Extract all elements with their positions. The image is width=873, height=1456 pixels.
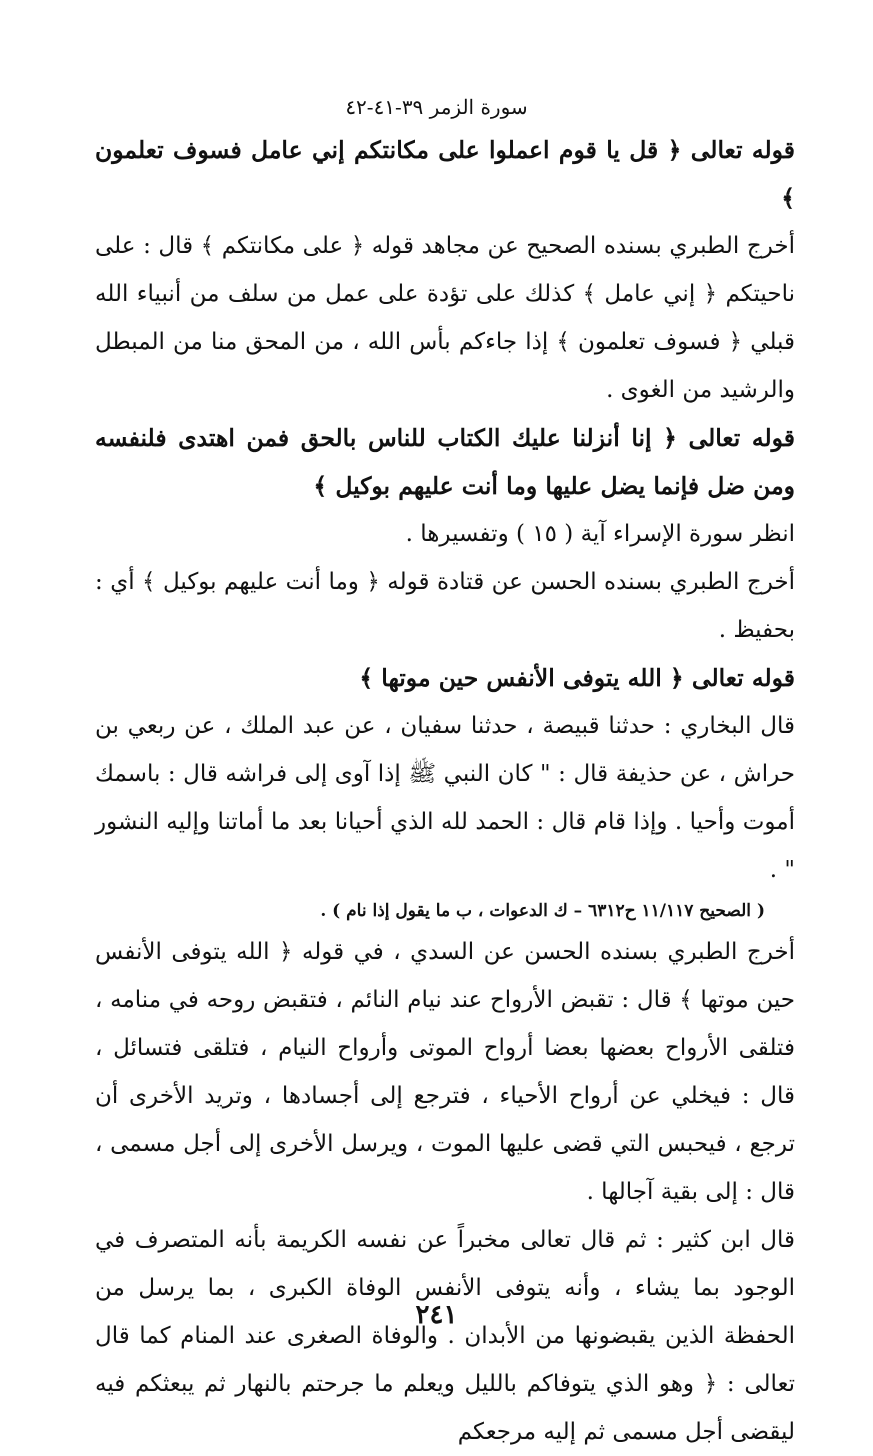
- verse-heading: قوله تعالى ﴿ قل يا قوم اعملوا على مكانتكم إني عامل فسوف تعلمون ﴾: [95, 136, 795, 212]
- tafsir-paragraph: أخرج الطبري بسنده الحسن عن السدي ، في قوله ﴿ الله يتوفى الأنفس حين موتها ﴾ قال : تقبض الأرواح عند نيام النائم ، فتقبض روحه في منامه ، فتلقى الأرواح بعضها بعضا أرواح الموتى وأرواح النيام ، فتلقى فتسائل ، قال : فيخلي عن أرواح الأحياء ، فترجع إلى أجسادها ، وتريد الأخرى أن ترجع ، فيحبس التي قضى عليها الموت ، ويرسل الأخرى إلى أجل مسمى ، قال : إلى بقية آجالها .: [95, 939, 795, 1205]
- source-reference: ( الصحيح ١١/١١٧ ح٦٣١٢ – ك الدعوات ، ب ما يقول إذا نام ) .: [320, 901, 765, 921]
- verse-heading: قوله تعالى ﴿ إنا أنزلنا عليك الكتاب للناس بالحق فمن اهتدى فلنفسه ومن ضل فإنما يضل عليها وما أنت عليهم بوكيل ﴾: [95, 424, 795, 500]
- tafsir-paragraph: انظر سورة الإسراء آية ( ١٥ ) وتفسيرها .: [405, 521, 795, 547]
- hadith-paragraph: قال البخاري : حدثنا قبيصة ، حدثنا سفيان ، عن عبد الملك ، عن ربعي بن حراش ، عن حذيفة قال : " كان النبي ﷺ إذا آوى إلى فراشه قال : باسمك أموت وأحيا . وإذا قام قال : الحمد لله الذي أحيانا بعد ما أماتنا وإليه النشور " .: [95, 713, 795, 883]
- tafsir-paragraph: أخرج الطبري بسنده الحسن عن قتادة قوله ﴿ وما أنت عليهم بوكيل ﴾ أي : بحفيظ .: [95, 569, 795, 643]
- page-number: ٢٤١: [415, 1300, 458, 1330]
- tafsir-paragraph: أخرج الطبري بسنده الصحيح عن مجاهد قوله ﴿ على مكانتكم ﴾ قال : على ناحيتكم ﴿ إني عامل ﴾ كذلك على تؤدة على عمل من سلف من أنبياء الله قبلي ﴿ فسوف تعلمون ﴾ إذا جاءكم بأس الله ، من المحق منا من المبطل والرشيد من الغوى .: [95, 233, 795, 403]
- tafsir-paragraph: قال ابن كثير : ثم قال تعالى مخبراً عن نفسه الكريمة بأنه المتصرف في الوجود بما يشاء ، وأنه يتوفى الأنفس الوفاة الكبرى ، بما يرسل من الحفظة الذين يقبضونها من الأبدان . والوفاة الصغرى عند المنام كما قال تعالى : ﴿ وهو الذي يتوفاكم بالليل ويعلم ما جرحتم بالنهار ثم يبعثكم فيه ليقضى أجل مسمى ثم إليه مرجعكم: [95, 1227, 795, 1445]
- running-header: سورة الزمر ٣٩-٤١-٤٢: [345, 95, 528, 119]
- page-body: [95, 126, 795, 1456]
- verse-heading: قوله تعالى ﴿ الله يتوفى الأنفس حين موتها ﴾: [359, 664, 795, 692]
